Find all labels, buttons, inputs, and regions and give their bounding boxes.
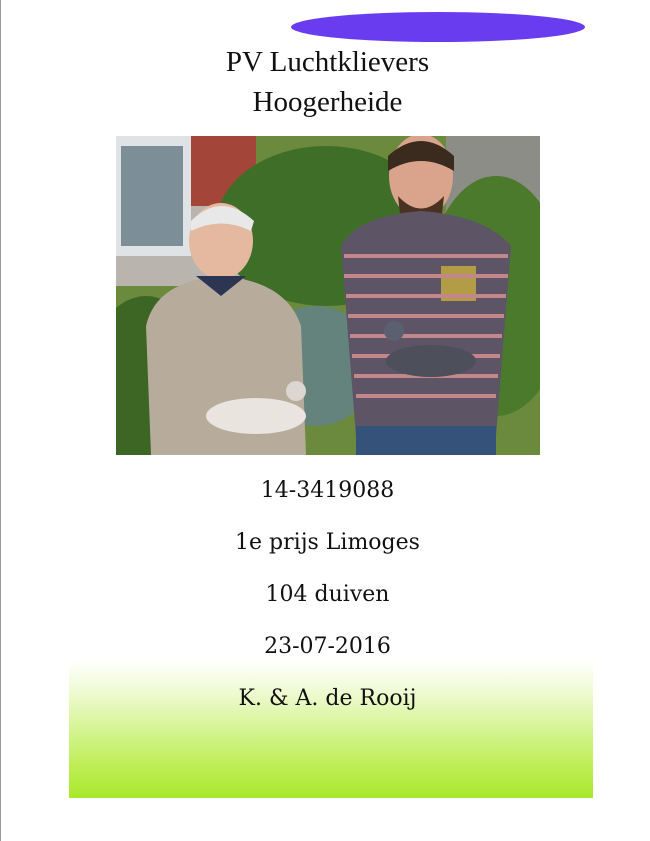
photo-illustration <box>116 136 540 455</box>
page-left-border <box>0 0 1 841</box>
club-name: PV Luchtklievers <box>225 46 430 78</box>
race-date: 23-07-2016 <box>264 634 391 659</box>
green-gradient-panel <box>69 660 593 798</box>
club-location: Hoogerheide <box>252 86 403 118</box>
entries-count: 104 duiven <box>265 582 390 607</box>
decorative-ellipse <box>291 12 585 42</box>
owner-name: K. & A. de Rooij <box>238 686 417 711</box>
ring-number: 14-3419088 <box>260 478 395 503</box>
fanciers-photo <box>116 136 540 455</box>
prize-text: 1e prijs Limoges <box>235 530 420 555</box>
